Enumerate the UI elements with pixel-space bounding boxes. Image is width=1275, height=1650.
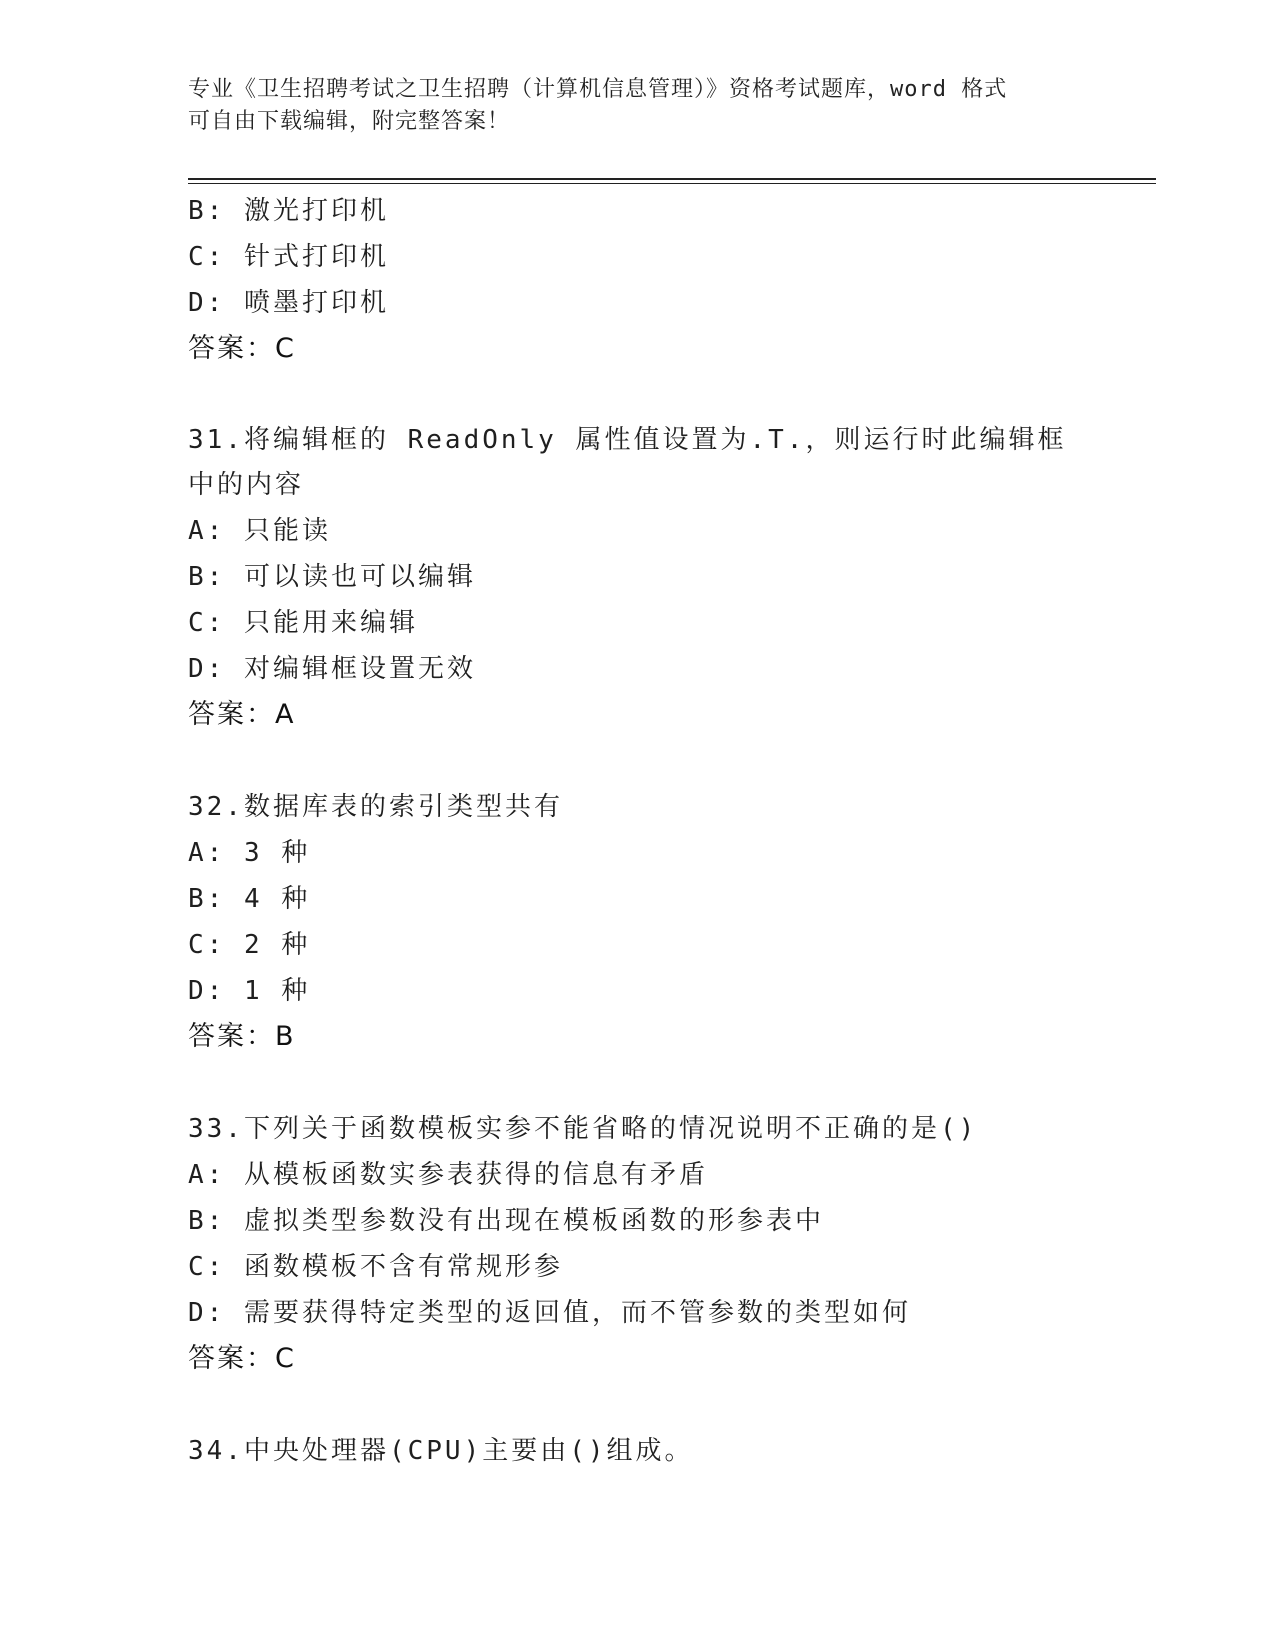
option-b: B: 激光打印机 [188, 196, 389, 226]
answer-line: 答案：B [188, 1021, 296, 1052]
question-stem: 32.数据库表的索引类型共有 [188, 792, 563, 822]
question-stem: 33.下列关于函数模板实参不能省略的情况说明不正确的是() [188, 1114, 978, 1144]
header-divider [188, 178, 1156, 184]
question-33 [188, 1106, 1156, 1382]
question-stem: 34.中央处理器(CPU)主要由()组成。 [188, 1436, 694, 1466]
question-continued [188, 188, 1156, 372]
option-c: C: 2 种 [188, 930, 311, 960]
question-stem: 31.将编辑框的 ReadOnly 属性值设置为.T.，则运行时此编辑框中的内容 [188, 425, 1067, 500]
header-line-1: 专业《卫生招聘考试之卫生招聘（计算机信息管理）》资格考试题库，word 格式 [188, 77, 1008, 102]
spacer [188, 1382, 1156, 1428]
question-list [188, 188, 1156, 1474]
answer-line: 答案：A [188, 699, 296, 730]
option-a: A: 只能读 [188, 516, 331, 546]
option-b: B: 4 种 [188, 884, 311, 914]
option-d: D: 1 种 [188, 976, 311, 1006]
question-34 [188, 1428, 1156, 1474]
spacer [188, 1060, 1156, 1106]
spacer [188, 738, 1156, 784]
page-header [188, 74, 1088, 138]
option-d: D: 喷墨打印机 [188, 288, 389, 318]
spacer [188, 372, 1156, 418]
option-b: B: 虚拟类型参数没有出现在模板函数的形参表中 [188, 1206, 824, 1236]
option-c: C: 针式打印机 [188, 242, 389, 272]
option-a: A: 从模板函数实参表获得的信息有矛盾 [188, 1160, 708, 1190]
question-31 [188, 418, 1156, 738]
option-d: D: 需要获得特定类型的返回值，而不管参数的类型如何 [188, 1298, 911, 1328]
option-b: B: 可以读也可以编辑 [188, 562, 476, 592]
answer-line: 答案：C [188, 333, 296, 364]
answer-line: 答案：C [188, 1343, 296, 1374]
option-c: C: 函数模板不含有常规形参 [188, 1252, 563, 1282]
question-32 [188, 784, 1156, 1060]
option-a: A: 3 种 [188, 838, 311, 868]
header-line-2: 可自由下载编辑，附完整答案！ [188, 109, 511, 134]
option-d: D: 对编辑框设置无效 [188, 654, 476, 684]
option-c: C: 只能用来编辑 [188, 608, 418, 638]
